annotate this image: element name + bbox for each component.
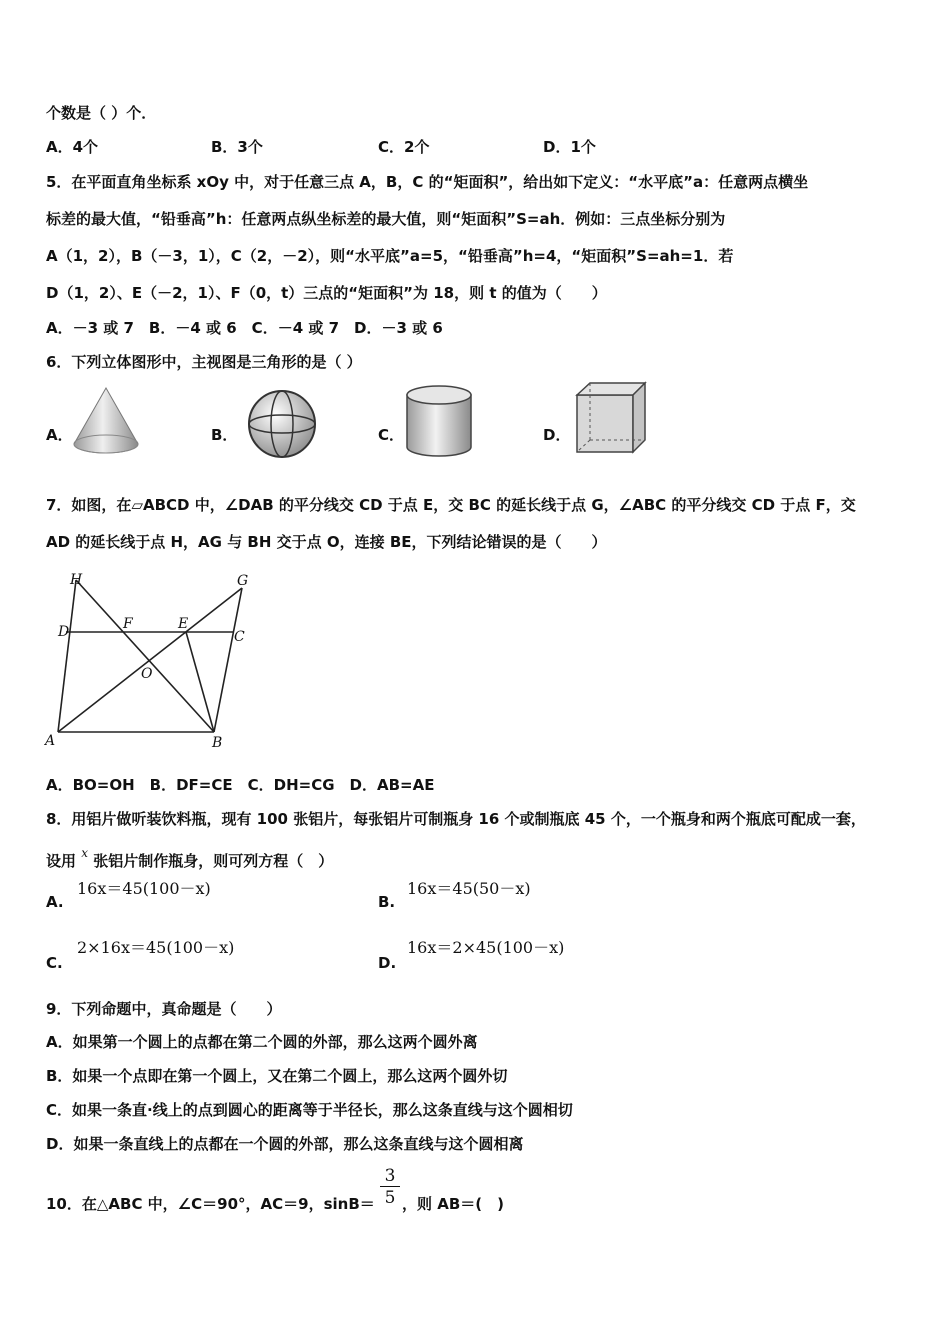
q8-label-b: B. (378, 893, 396, 911)
q7-line-2: AD 的延长线于点 H，AG 与 BH 交于点 O，连接 BE，下列结论错误的是（ ） (46, 533, 607, 551)
parallelogram-diagram (44, 568, 262, 754)
sphere-figure (244, 388, 320, 460)
q8-label-c: C. (46, 954, 63, 972)
q7-options: A．BO=OH B．DF=CE C．DH=CG D．AB=AE (46, 776, 435, 794)
q10-prefix: 10．在△ABC 中，∠C＝90°，AC＝9，sinB＝ (46, 1195, 375, 1213)
q5-line-1: 5．在平面直角坐标系 xOy 中，对于任意三点 A，B，C 的“矩面积”，给出如下定义：“水平底”a：任意两点横坐 (46, 173, 809, 191)
point-label-e: E (178, 616, 189, 632)
q9-option-d: D．如果一条直线上的点都在一个圆的外部，那么这条直线与这个圆相离 (46, 1135, 524, 1153)
q8-label-a: A. (46, 893, 64, 911)
q5-line-2: 标差的最大值，“铅垂高”h：任意两点纵坐标差的最大值，则“矩面积”S=ah．例如：三点坐标分别为 (46, 210, 726, 228)
q8-line-2-suffix: 张铝片制作瓶身，则可列方程（ ） (93, 852, 334, 870)
q8-equation-d: 16x＝2×45(100－x) (407, 938, 565, 957)
q10-fraction (380, 1166, 400, 1209)
q8-equation-b: 16x＝45(50－x) (407, 879, 531, 898)
q4-stem-tail: 个数是（ ）个． (46, 104, 157, 122)
q5-line-4: D（1，2）、E（－2，1）、F（0，t）三点的“矩面积”为 18，则 t 的值为（ ） (46, 284, 607, 302)
q6-label-d: D． (543, 426, 571, 444)
q10-fraction-denominator: 5 (384, 1188, 396, 1208)
q8-equation-a: 16x＝45(100－x) (77, 879, 211, 898)
q4-option-b: B．3个 (211, 138, 263, 156)
q8-label-d: D. (378, 954, 397, 972)
point-label-b: B (212, 735, 223, 751)
q5-line-3: A（1，2），B（－3，1），C（2，－2），则“水平底”a=5，“铅垂高”h=4，“矩面积”S=ah=1．若 (46, 247, 734, 265)
q9-option-c: C．如果一条直·线上的点到圆心的距离等于半径长，那么这条直线与这个圆相切 (46, 1101, 573, 1119)
q4-option-d: D．1个 (543, 138, 596, 156)
point-label-h: H (70, 572, 83, 588)
q9-stem: 9．下列命题中，真命题是（ ） (46, 1000, 282, 1018)
q8-line-2-prefix: 设用 (46, 852, 77, 870)
q8-line-2 (46, 846, 333, 871)
q6-label-b: B． (211, 426, 238, 444)
q4-option-c: C．2个 (378, 138, 430, 156)
q10-fraction-numerator: 3 (380, 1166, 400, 1187)
q7-line-1: 7．如图，在▱ABCD 中，∠DAB 的平分线交 CD 于点 E，交 BC 的延长线于点 G，∠ABC 的平分线交 CD 于点 F，交 (46, 496, 856, 514)
point-label-c: C (234, 629, 245, 645)
q6-label-c: C． (378, 426, 405, 444)
q8-equation-c: 2×16x＝45(100－x) (77, 938, 235, 957)
q10-suffix: ，则 AB＝( ) (402, 1195, 504, 1213)
q9-option-a: A．如果第一个圆上的点都在第二个圆的外部，那么这两个圆外离 (46, 1033, 478, 1051)
q6-label-a: A． (46, 426, 73, 444)
cube-figure (572, 380, 648, 456)
cone-figure (70, 384, 142, 458)
point-label-o: O (141, 666, 153, 682)
q8-line-1: 8．用铝片做听装饮料瓶，现有 100 张铝片，每张铝片可制瓶身 16 个或制瓶底 45 个，一个瓶身和两个瓶底可配成一套， (46, 810, 866, 828)
point-label-f: F (123, 616, 133, 632)
point-label-a: A (45, 733, 56, 749)
point-label-g: G (237, 573, 249, 589)
q9-option-b: B．如果一个点即在第一个圆上，又在第二个圆上，那么这两个圆外切 (46, 1067, 508, 1085)
cylinder-figure (404, 384, 474, 460)
q4-option-a: A．4个 (46, 138, 99, 156)
q8-variable-x: x (81, 846, 89, 860)
point-label-d: D (58, 624, 70, 640)
q5-options: A．－3 或 7 B．－4 或 6 C．－4 或 7 D．－3 或 6 (46, 319, 443, 337)
q6-stem: 6．下列立体图形中，主视图是三角形的是（ ） (46, 353, 362, 371)
